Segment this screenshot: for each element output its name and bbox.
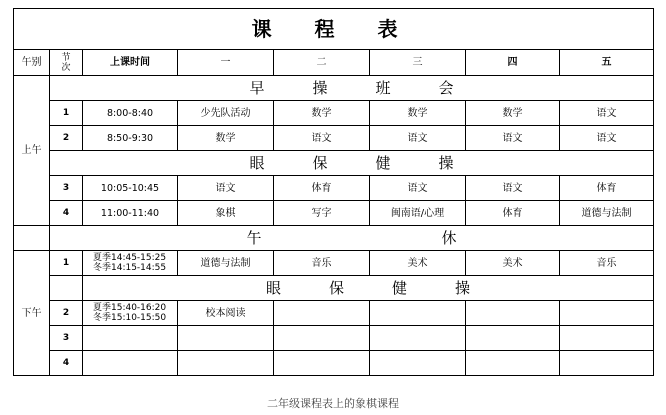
class-cell: 象棋 [178,201,274,226]
table-row [14,201,654,226]
table-row [14,101,654,126]
class-cell: 语文 [178,176,274,201]
morning-label: 上午 [14,76,50,226]
section-number: 1 [50,251,83,276]
class-time: 夏季14:45-15:25 冬季14:15-14:55 [83,251,178,276]
band-row [14,276,654,301]
class-cell: 体育 [466,201,560,226]
class-cell: 美术 [370,251,466,276]
table-row [14,351,654,376]
class-cell: 体育 [274,176,370,201]
day-header-mon: 一 [178,50,274,76]
table-row [14,251,654,276]
class-cell: 语文 [466,126,560,151]
class-cell: 语文 [370,126,466,151]
band-row [14,76,654,101]
period-col-header: 午别 [14,50,50,76]
noon-empty-cell [14,226,50,251]
afternoon-label: 下午 [14,251,50,376]
class-cell: 体育 [560,176,654,201]
class-cell: 道德与法制 [560,201,654,226]
day-header-wed: 三 [370,50,466,76]
class-cell: 数学 [466,101,560,126]
class-cell [466,301,560,326]
table-row [14,126,654,151]
band-eye-exercise: 眼 保 健 操 [50,151,654,176]
class-time: 11:00-11:40 [83,201,178,226]
class-cell: 数学 [370,101,466,126]
section-number: 2 [50,126,83,151]
table-row [14,301,654,326]
header-row [14,50,654,76]
class-cell: 音乐 [560,251,654,276]
section-number: 2 [50,301,83,326]
band-eye-exercise-pm: 眼 保 健 操 [83,276,654,301]
class-cell: 语文 [466,176,560,201]
class-time: 8:50-9:30 [83,126,178,151]
band-row [14,151,654,176]
class-cell: 少先队活动 [178,101,274,126]
section-number: 3 [50,326,83,351]
class-cell: 语文 [370,176,466,201]
class-cell [560,326,654,351]
class-cell [560,301,654,326]
day-header-fri: 五 [560,50,654,76]
class-cell: 校本阅读 [178,301,274,326]
section-number: 1 [50,101,83,126]
class-time: 8:00-8:40 [83,101,178,126]
class-cell [274,351,370,376]
class-cell: 写字 [274,201,370,226]
class-cell: 闽南语/心理 [370,201,466,226]
class-cell: 数学 [274,101,370,126]
class-cell: 语文 [274,126,370,151]
class-cell [466,326,560,351]
section-number: 3 [50,176,83,201]
class-cell [466,351,560,376]
class-cell: 语文 [560,126,654,151]
class-cell: 音乐 [274,251,370,276]
table-row [14,176,654,201]
class-cell [274,326,370,351]
day-header-thu: 四 [466,50,560,76]
section-number: 4 [50,351,83,376]
section-number: 4 [50,201,83,226]
time-col-header: 上课时间 [83,50,178,76]
class-time [83,326,178,351]
noon-row [14,226,654,251]
class-cell [274,301,370,326]
class-cell: 美术 [466,251,560,276]
image-caption: 二年级课程表上的象棋课程 [267,397,399,410]
class-cell [178,351,274,376]
class-cell [560,351,654,376]
class-cell: 数学 [178,126,274,151]
class-cell [370,351,466,376]
day-header-tue: 二 [274,50,370,76]
schedule-container [13,8,653,376]
class-cell: 语文 [560,101,654,126]
table-row [14,326,654,351]
class-time [83,351,178,376]
class-cell: 道德与法制 [178,251,274,276]
class-time: 10:05-10:45 [83,176,178,201]
table-title: 课 程 表 [14,9,654,50]
band-empty-cell [50,276,83,301]
section-col-header: 节 次 [50,50,83,76]
schedule-table [13,8,654,376]
class-cell [370,301,466,326]
class-cell [370,326,466,351]
class-time: 夏季15:40-16:20 冬季15:10-15:50 [83,301,178,326]
class-cell [178,326,274,351]
band-morning-assembly: 早 操 班 会 [50,76,654,101]
band-noon-rest: 午 休 [50,226,654,251]
